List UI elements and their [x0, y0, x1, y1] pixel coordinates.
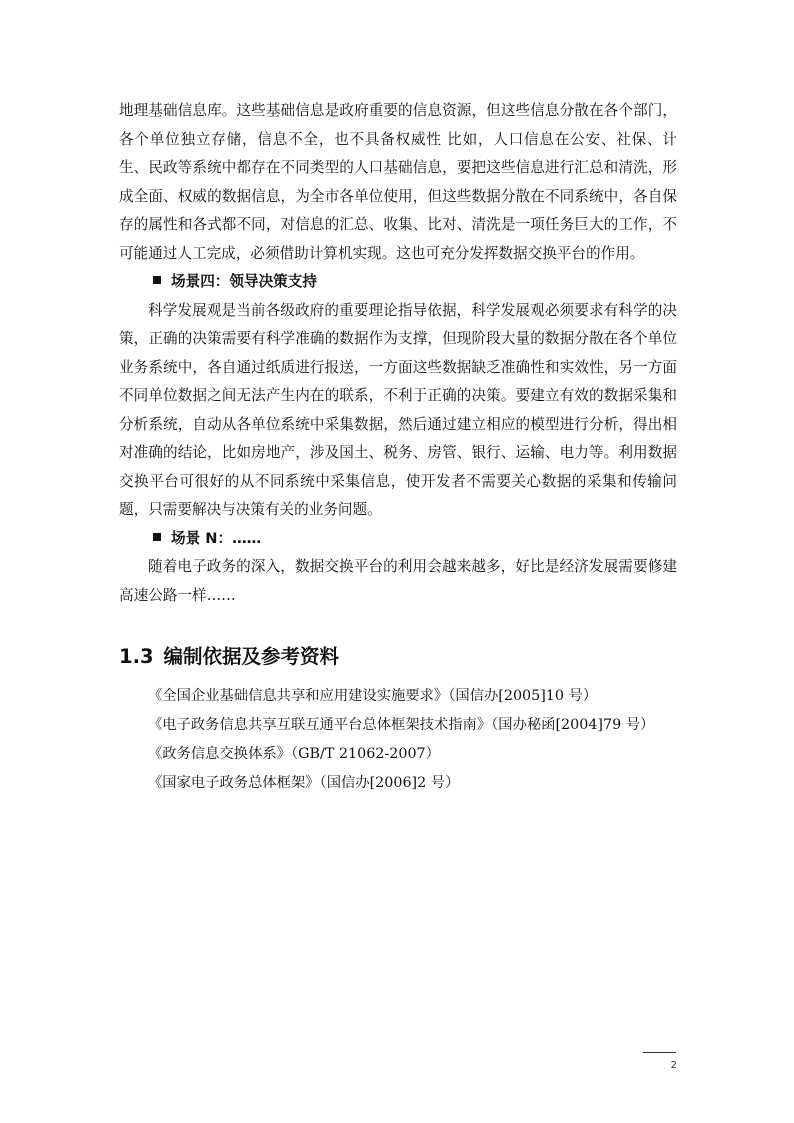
scene-n-heading	[119, 525, 677, 554]
reference-item: 《国家电子政务总体框架》（国信办[2006]2 号）	[148, 775, 460, 791]
paragraph-scene-n: 随着电子政务的深入，数据交换平台的利用会越来越多，好比是经济发展需要修建高速公路一样……	[119, 558, 677, 604]
reference-item: 《电子政务信息共享互联互通平台总体框架技术指南》（国办秘函[2004]79 号）	[148, 717, 655, 733]
page-number: 2	[670, 1060, 677, 1071]
document-body	[119, 97, 677, 798]
footer-rule	[643, 1052, 676, 1053]
scene-four-heading	[119, 268, 677, 297]
scene-n-label: 场景 N：……	[171, 529, 262, 547]
paragraph-intro: 地理基础信息库。这些基础信息是政府重要的信息资源，但这些信息分散在各个部门，各个单位独立存储，信息不全，也不具备权威性 比如，人口信息在公安、社保、计生、民政等系统中都存在不同类型的人口基础信息，要把这些信息进行汇总和清洗，形成全面、权威的数据信息，为全市各单位使用，但这些数据分散在不同系统中，各自保存的属性和各式都不同，对信息的汇总、收集、比对、清洗是一项任务巨大的工作，不可能通过人工完成，必须借助计算机实现。这也可充分发挥数据交换平台的作用。	[119, 102, 677, 262]
paragraph-scene-four: 科学发展观是当前各级政府的重要理论指导依据，科学发展观必须要求有科学的决策，正确的决策需要有科学准确的数据作为支撑，但现阶段大量的数据分散在各个单位业务系统中，各自通过纸质进行报送，一方面这些数据缺乏准确性和实效性，另一方面不同单位数据之间无法产生内在的联系，不利于正确的决策。要建立有效的数据采集和分析系统，自动从各单位系统中采集数据，然后通过建立相应的模型进行分析，得出相对准确的结论，比如房地产，涉及国土、税务、房管、银行、运输、电力等。利用数据交换平台可很好的从不同系统中采集信息，使开发者不需要关心数据的采集和传输问题，只需要解决与决策有关的业务问题。	[119, 301, 677, 518]
reference-item: 《政务信息交换体系》（GB/T 21062-2007）	[148, 746, 440, 762]
scene-four-label: 场景四：领导决策支持	[171, 273, 317, 290]
square-bullet-icon	[153, 533, 161, 541]
section-title: 编制依据及参考资料	[163, 645, 340, 668]
section-heading	[119, 640, 677, 674]
reference-item: 《全国企业基础信息共享和应用建设实施要求》（国信办[2005]10 号）	[148, 688, 598, 704]
section-number: 1.3	[119, 645, 154, 668]
square-bullet-icon	[153, 276, 161, 284]
